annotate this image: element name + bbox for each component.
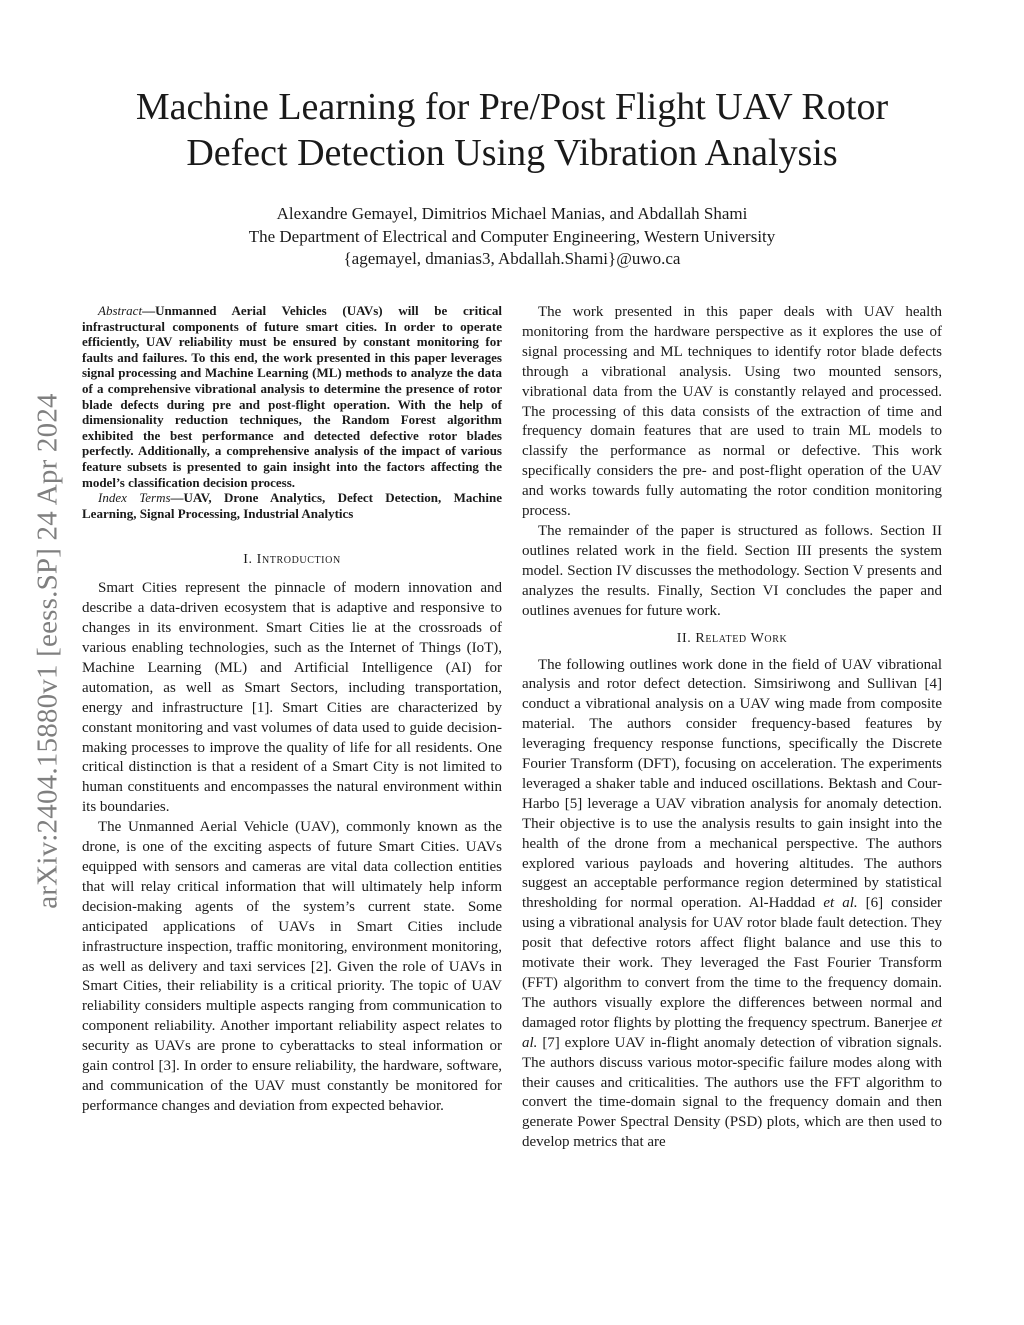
author-names: Alexandre Gemayel, Dimitrios Michael Manias, and Abdallah Shami: [276, 204, 748, 223]
related-work-paragraph-1: [522, 656, 942, 1154]
related-text-part-3: [7] explore UAV in-flight anomaly detection of vibration signals. The authors discuss various motor-specific failure modes along with their causes and criticalities. The authors use the FFT algorithm to convert the time-domain signal to the frequency domain and then generate Power Spectral Density (PSD) plots, which are then used to develop metrics that are: [522, 1034, 942, 1151]
paper-title-line-2: Defect Detection Using Vibration Analysis: [186, 132, 838, 174]
intro-paragraph-1: Smart Cities represent the pinnacle of modern innovation and describe a data-driven ecosystem that is adaptive and responsive to changes in its environment. Smart Cities lie at the crossroads of various enabling technologies, such as the Internet of Things (IoT), Machine Learning (ML) and Artificial Intelligence (AI) for automation, as well as Smart Sectors, including transportation, energy and infrastructure [1]. Smart Cities are characterized by constant monitoring and vast volumes of data used to guide decision-making processes to improve the quality of life for all residents. One critical distinction is that a resident of a Smart City is not limited to human constituents and encompasses the natural environment within its boundaries.: [82, 580, 502, 816]
paper-title: [90, 84, 934, 176]
paper-title-line-1: Machine Learning for Pre/Post Flight UAV Rotor: [135, 86, 889, 128]
related-text-part-2: [6] consider using a vibrational analysis for UAV rotor blade fault detection. They posit that defective rotors affect flight balance and use this to motivate their work. They leveraged the Fast Fourier Transform (FFT) algorithm to convert from the time to the frequency domain. The authors visually explore the differences between normal and damaged rotor flights by plotting the frequency spectrum. Banerjee: [522, 895, 942, 1031]
abstract-text: —Unmanned Aerial Vehicles (UAVs) will be critical infrastructural components of future smart cities. In order to operate efficiently, UAV reliability must be ensured by constant monitoring for faults and failures. To this end, the work presented in this paper leverages signal processing and Machine Learning (ML) methods to analyze the data of a comprehensive vibrational analysis to determine the presence of rotor blade defects during pre and post-flight operation. With the help of dimensionality reduction techniques, the Random Forest algorithm exhibited the best performance and detected defective rotor blades perfectly. Additionally, a comprehensive analysis of the impact of various feature subsets is presented to gain insight into the factors affecting the model’s classification decision process.: [82, 303, 502, 490]
index-terms-label: Index Terms: [98, 490, 171, 506]
author-block: [90, 203, 934, 271]
et-al-citation-2: et al.: [522, 1014, 943, 1051]
intro-paragraph-4: The remainder of the paper is structured as follows. Section II outlines related work in the field. Section III presents the system model. Section IV discusses the methodology. Section V presents and analyzes the results. Finally, Section VI concludes the paper and outlines avenues for future work.: [522, 522, 942, 619]
intro-paragraph-2: The Unmanned Aerial Vehicle (UAV), commonly known as the drone, is one of the exciting aspects of future Smart Cities. UAVs equipped with sensors and cameras are vital data collection entities that will relay critical information that will ultimately help inform decision-making agents of the system’s current state. Some anticipated applications of UAVs in Smart Cities include infrastructure inspection, traffic monitoring, environment monitoring, as well as delivery and taxi services [2]. Given the role of UAVs in Smart Cities, their reliability is a critical priority. The topic of UAV reliability considers multiple aspects ranging from communication to component reliability. Another important reliability aspect relates to security as UAVs are prone to cyberattacks to steal information or gain control [3]. In order to ensure reliability, the hardware, software, and communication of the UAV must constantly be monitored for performance changes and deviation from expected behavior.: [82, 819, 502, 1114]
left-column: [82, 303, 502, 1117]
index-terms: [82, 490, 502, 521]
intro-paragraph-3: The work presented in this paper deals with UAV health monitoring from the hardware perspective as it explores the use of signal processing and ML techniques to identify rotor blade defects through a vibrational analysis. Using two mounted sensors, vibrational data from the UAV is constantly relayed and processed. The processing of this data consists of the extraction of time and frequency domain features that are used to train ML models to classify the performance as normal or defective. This work specifically considers the pre- and post-flight operation of the UAV and works towards fully automating the rotor condition monitoring process.: [522, 304, 942, 520]
section-heading-related-work: II. Related Work: [676, 630, 788, 646]
et-al-citation-1: et al.: [823, 895, 858, 912]
right-column: [522, 303, 942, 1153]
author-emails: {agemayel, dmanias3, Abdallah.Shami}@uwo.ca: [343, 249, 681, 268]
author-affiliation: The Department of Electrical and Computer Engineering, Western University: [248, 226, 776, 246]
abstract-label: Abstract: [98, 303, 143, 318]
related-text-part-1: The following outlines work done in the field of UAV vibrational analysis and rotor defect detection. Simsiriwong and Sullivan [4] conduct a vibrational analysis on a UAV wing made from composite material. The authors consider frequency-based features by leveraging frequency response functions, specifically the Discrete Fourier Transform (DFT), focusing on acceleration. The experiments leveraged a shaker table and induced oscillations. Bektash and Cour-Harbo [5] leverage a UAV vibration analysis for anomaly detection. Their objective is to use the analysis results to gain insight into the health of the drone from a mechanical perspective. The authors explored various payloads and hovering altitudes. The authors suggest an acceptable performance region determined by statistical thresholding for normal operation. Al-Haddad: [522, 656, 942, 912]
arxiv-identifier-stamp: arXiv:2404.15880v1 [eess.SP] 24 Apr 2024: [31, 393, 64, 909]
index-terms-text: —UAV, Drone Analytics, Defect Detection, Machine Learning, Signal Processing, Industrial Analytics: [82, 490, 502, 521]
abstract: [82, 303, 502, 490]
section-heading-introduction: I. Introduction: [243, 552, 341, 568]
